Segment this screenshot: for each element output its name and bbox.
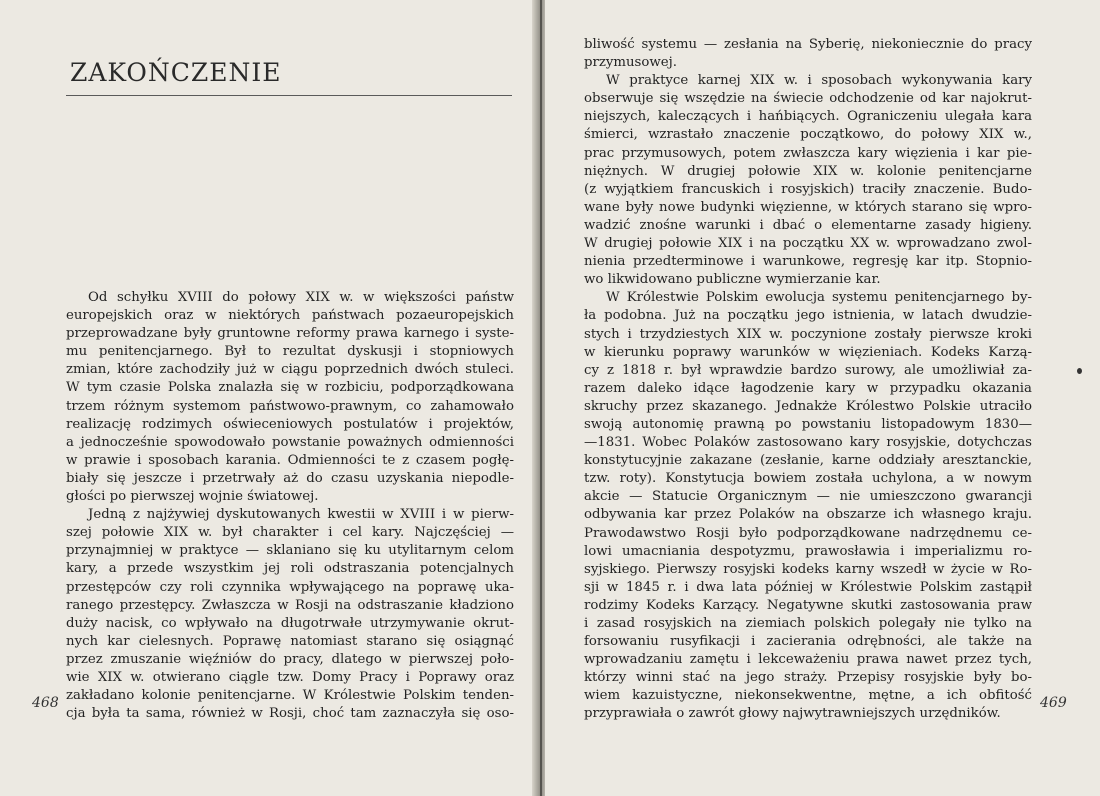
text-line: cy z 1818 r. był wprawdzie bardzo surowy, ale umożliwiał za- [584,362,1032,378]
text-line: wie XIX w. otwierano ciągle tzw. Domy Pracy i Poprawy oraz [66,669,514,685]
text-line: śmierci, wzrastało znaczenie początkowo, do połowy XIX w., [584,127,1032,143]
print-speck [1077,368,1082,374]
text-line: przynajmniej w praktyce — sklaniano się ku utylitarnym celom [66,543,514,559]
chapter-title: ZAKOŃCZENIE [70,58,282,87]
text-line: zmian, które zachodziły już w ciągu poprzednich dwóch stuleci. [66,362,514,378]
text-line: rodzimy Kodeks Karzący. Negatywne skutki zastosowania praw [584,597,1032,613]
text-line: w prawie i sposobach karania. Odmienności te z czasem pogłę- [66,452,514,468]
title-rule [66,95,512,96]
text-line: nych kar cielesnych. Poprawę natomiast starano się osiągnąć [66,633,514,649]
text-line: przeprowadzane były gruntowne reformy prawa karnego i syste- [66,326,514,342]
text-line: bliwość systemu — zesłania na Syberię, niekoniecznie do pracy [584,37,1032,52]
text-line: duży nacisk, co wpływało na długotrwałe utrzymywanie okrut- [66,615,514,631]
text-line: (z wyjątkiem francuskich i rosyjskich) traciły znaczenie. Budo- [584,181,1032,197]
left-page-text [66,289,514,723]
text-line: wiem kazuistyczne, niekonsekwentne, mętne, a ich obfitość [584,688,1032,704]
text-line: zakładano kolonie penitencjarne. W Królestwie Polskim tenden- [66,688,514,704]
text-line: przestępców czy roli czynnika wpływającego na poprawę uka- [66,579,514,595]
left-page [0,0,540,796]
text-line: głości po pierwszej wojnie światowej. [66,489,319,505]
text-line: skruchy przez skazanego. Jednakże Królestwo Polskie utraciło [584,398,1032,414]
text-line: nienia przedterminowe i warunkowe, regresję kar itp. Stopnio- [584,254,1032,270]
text-line: lowi umacniania despotyzmu, prawosławia i imperializmu ro- [584,543,1032,559]
text-line: stych i trzydziestych XIX w. poczynione zostały pierwsze kroki [584,326,1032,342]
text-line: W Królestwie Polskim ewolucja systemu penitencjarnego by- [606,290,1032,306]
gutter-line [540,0,542,796]
text-line: biały się jeszcze i przetrwały aż do czasu uzyskania niepodle- [66,470,514,486]
text-line: W tym czasie Polska znalazła się w rozbiciu, podporządkowana [66,380,514,396]
text-line: konstytucyjnie zakazane (zesłanie, karne oddziały aresztanckie, [584,453,1032,469]
text-line: mu penitencjarnego. Był to rezultat dyskusji i stopniowych [66,344,514,360]
text-line: razem daleko idące łagodzenie kary w przypadku okazania [584,380,1032,396]
text-line: trzem różnym systemom państwowo-prawnym, co zahamowało [66,398,514,414]
text-line: Prawodawstwo Rosji było podporządkowane nadrzędnemu ce- [584,525,1032,541]
text-line: sji w 1845 r. i dwa lata później w Królestwie Polskim zastąpił [584,579,1032,595]
page-number-right: 469 [1040,695,1067,711]
text-line: przez zmuszanie więźniów do pracy, dlatego w pierwszej poło- [66,651,514,667]
text-line: wo likwidowano publiczne wymierzanie kar. [584,272,881,288]
text-line: prac przymusowych, potem zwłaszcza kary więzienia i kar pie- [584,145,1032,161]
text-line: kary, a przede wszystkim jej roli odstraszania potencjalnych [66,561,514,577]
right-page-text [584,36,1032,724]
text-line: realizację rodzimych oświeceniowych postulatów i projektów, [66,416,514,432]
text-line: forsowaniu rusyfikacji i zacierania odrębności, ale także na [584,634,1032,650]
text-line: —1831. Wobec Polaków zastosowano kary rosyjskie, dotychczas [584,435,1032,451]
text-line: Od schyłku XVIII do połowy XIX w. w większości państw [88,290,514,305]
text-line: i zasad rosyjskich na ziemiach polskich polegały nie tylko na [584,616,1032,631]
text-line: W drugiej połowie XIX i na początku XX w. wprowadzano zwol- [584,236,1032,252]
text-line: wane były nowe budynki więzienne, w których starano się wpro- [584,199,1032,215]
text-line: tzw. roty). Konstytucja bowiem została uchylona, a w nowym [584,471,1032,487]
text-line: szej połowie XIX w. był charakter i cel kary. Najczęściej — [66,525,514,541]
text-line: którzy winni stać na jego straży. Przepisy rosyjskie były bo- [584,670,1032,686]
text-line: wadzić znośne warunki i dbać o elementarne zasady higieny. [584,217,1032,233]
text-line: niejszych, kaleczących i hańbiących. Ograniczeniu ulegała kara [584,109,1032,125]
text-line: ła podobna. Już na początku jego istnienia, w latach dwudzie- [584,308,1032,324]
right-page [545,0,1100,796]
text-line: syjskiego. Pierwszy rosyjski kodeks karny wszedł w życie w Ro- [584,561,1032,577]
text-line: wprowadzaniu zamętu i lekceważeniu prawa nawet przez tych, [584,652,1032,668]
text-line: Jedną z najżywiej dyskutowanych kwestii w XVIII i w pierw- [88,507,514,523]
text-line: europejskich oraz w niektórych państwach pozaeuropejskich [66,308,514,324]
text-line: ranego przestępcy. Zwłaszcza w Rosji na odstraszanie kładziono [66,597,514,613]
text-line: odbywania kar przez Polaków na obszarze ich własnego kraju. [584,507,1032,523]
text-line: przymusowej. [584,55,677,71]
text-line: cja była ta sama, również w Rosji, choć tam zaznaczyła się oso- [66,706,514,722]
text-line: niężnych. W drugiej połowie XIX w. kolonie penitencjarne [584,163,1032,179]
text-line: przyprawiała o zawrót głowy najwytrawniejszych urzędników. [584,706,1001,722]
text-line: a jednocześnie spowodowało powstanie poważnych odmienności [66,434,514,450]
text-line: W praktyce karnej XIX w. i sposobach wykonywania kary [606,73,1032,89]
text-line: w kierunku poprawy warunków w więzieniach. Kodeks Karzą- [584,344,1032,360]
text-line: obserwuje się wszędzie na świecie odchodzenie od kar najokrut- [584,91,1032,107]
text-line: swoją autonomię prawną po powstaniu listopadowym 1830— [584,416,1032,432]
page-number-left: 468 [32,695,59,711]
text-line: akcie — Statucie Organicznym — nie umieszczono gwarancji [584,489,1032,505]
